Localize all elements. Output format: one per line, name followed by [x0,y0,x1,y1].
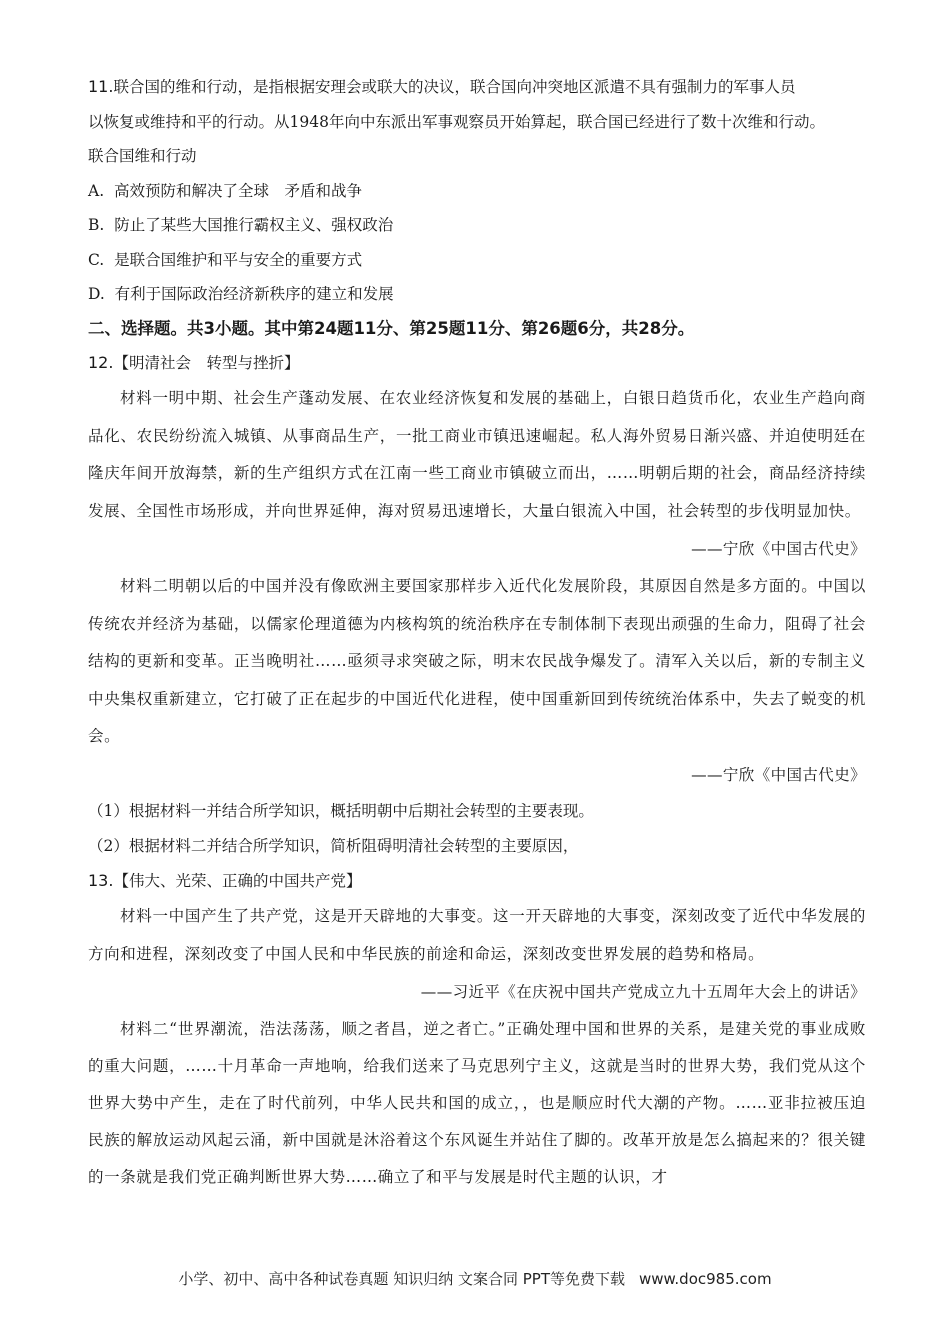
option-b: B. 防止了某些大国推行霸权主义、强权政治 [88,216,394,234]
footer-link[interactable]: www.doc985.com [638,1270,772,1288]
material-source: ——宁欣《中国古代史》 [691,765,866,784]
material-source: ——宁欣《中国古代史》 [691,540,866,558]
exam-page [88,70,866,1196]
question-11-line-3: 联合国维和行动 [88,147,197,165]
question-11-line-1: 11.联合国的维和行动，是指根据安理会或联大的决议，联合国向冲突地区派遣不具有强制力的军事人员 [88,77,796,96]
material-2: 材料二明朝以后的中国并没有像欧洲主要国家那样步入近代化发展阶段，其原因自然是多方面的。中国以传统农并经济为基础，以儒家伦理道德为内核构筑的统治秩序在专制体制下表现出顽强的生命力，阻碍了社会结构的更新和变革。正当晚明社……亟须寻求突破之际，明末农民战争爆发了。清军入关以后，新的专制主义中央集权重新建立，它打破了正在起步的中国近代化进程，使中国重新回到传统统治体系中，失去了蜕变的机会。 [88,577,866,745]
question-12 [88,346,866,864]
option-a: A. 高效预防和解决了全球 矛盾和战争 [88,181,362,200]
question-12-title [88,346,866,381]
material-source: ——习近平《在庆祝中国共产党成立九十五周年大会上的讲话》 [420,983,866,1001]
section-heading: 二、选择题。共3小题。其中第24题11分、第25题11分、第26题6分，共28分。 [88,318,695,338]
question-topic: 【伟大、光荣、正确的中国共产党】 [113,871,362,890]
question-number: 13. [88,870,114,890]
question-number: 12. [88,352,114,372]
option-c: C. 是联合国维护和平与安全的重要方式 [88,250,363,269]
footer-text: 小学、初中、高中各种试卷真题 知识归纳 文案合同 PPT等免费下载 [178,1270,625,1288]
option-d: D. 有利于国际政治经济新秩序的建立和发展 [88,285,394,303]
material-1: 材料一中国产生了共产党，这是开天辟地的大事变。这一开天辟地的大事变，深刻改变了近代中华发展的方向和进程，深刻改变了中国人民和中华民族的前途和命运，深刻改变世界发展的趋势和格局。 [88,907,866,963]
question-13-title [88,864,866,899]
sub-question-1: （1）根据材料一并结合所学知识，概括明朝中后期社会转型的主要表现。 [88,801,594,820]
question-11-line-2: 以恢复或维持和平的行动。从1948年向中东派出军事观察员开始算起，联合国已经进行了数十次维和行动。 [88,112,825,131]
question-topic: 【明清社会 转型与挫折】 [113,353,300,372]
sub-question-2: （2）根据材料二并结合所学知识，简析阻碍明清社会转型的主要原因， [88,836,579,855]
material-2: 材料二“世界潮流，浩法荡荡，顺之者昌，逆之者亡。”正确处理中国和世界的关系，是建关党的事业成败的重大问题，……十月革命一声地响，给我们送来了马克思列宁主义，这就是当时的世界大势，我们党从这个世界大势中产生，走在了时代前列，中华人民共和国的成立，，也是顺应时代大潮的产物。……亚非拉被压迫民族的解放运动风起云涌，新中国就是沐浴着这个东风诞生并站住了脚的。改革开放是怎么搞起来的？很关键的一条就是我们党正确判断世界大势……确立了和平与发展是时代主题的认识，才 [88,1020,866,1186]
question-11 [88,70,866,312]
page-footer [0,1268,950,1289]
question-13 [88,864,866,1197]
question-number: 11. [88,77,114,96]
material-1: 材料一明中期、社会生产蓬动发展、在农业经济恢复和发展的基础上，白银日趋货币化，农业生产趋向商品化、农民纷纷流入城镇、从事商品生产，一批工商业市镇迅速崛起。私人海外贸易日渐兴盛、并迫使明廷在隆庆年间开放海禁，新的生产组织方式在江南一些工商业市镇破立而出，……明朝后期的社会，商品经济持续发展、全国性市场形成，并向世界延伸，海对贸易迅速增长，大量白银流入中国，社会转型的步伐明显加快。 [88,389,866,520]
